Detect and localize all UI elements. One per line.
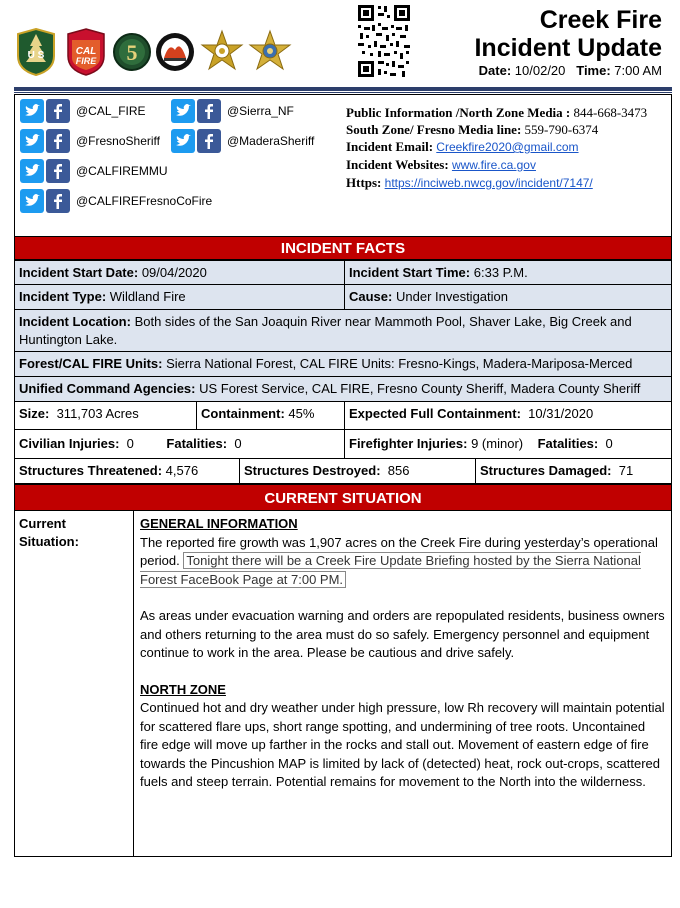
websites-label: Incident Websites:: [346, 157, 449, 172]
firefighter-fatalities-label: Fatalities:: [537, 436, 599, 451]
qr-code-icon: [356, 3, 412, 79]
situation-label-line-1: Current: [19, 516, 66, 531]
us-forest-service-logo: [16, 28, 56, 76]
size-value: 311,703 Acres: [56, 406, 139, 421]
inciweb-link[interactable]: https://inciweb.nwcg.gov/incident/7147/: [384, 176, 593, 190]
damaged-cell: [475, 458, 672, 484]
social-row-madera-sheriff[interactable]: [171, 128, 314, 154]
units-label: Forest/CAL FIRE Units:: [19, 356, 163, 371]
south-zone-media-line: [346, 121, 647, 138]
social-row-calfire-fresno[interactable]: [20, 188, 212, 214]
https-label: Https:: [346, 175, 382, 190]
south-zone-label: South Zone/ Fresno Media line:: [346, 122, 522, 137]
facebook-icon: [46, 129, 70, 153]
social-row-fresno-sheriff[interactable]: [20, 128, 160, 154]
twitter-icon: [171, 129, 195, 153]
civilian-cell: [14, 429, 345, 459]
incident-websites-line: [346, 156, 647, 174]
civilian-injuries-label: Civilian Injuries:: [19, 436, 120, 451]
svg-text:U S: U S: [27, 50, 45, 61]
start-date-label: Incident Start Date:: [19, 265, 139, 280]
general-info-paragraph: [140, 534, 666, 590]
social-row-cal-fire[interactable]: [20, 98, 146, 124]
containment-cell: [196, 401, 345, 430]
start-time-value: 6:33 P.M.: [473, 265, 528, 280]
date-value: 10/02/20: [514, 63, 566, 78]
contact-info: [346, 104, 647, 192]
email-label: Incident Email:: [346, 139, 434, 154]
handle-calfire-fresno: @CALFIREFresnoCoFire: [76, 194, 213, 208]
containment-label: Containment:: [201, 406, 285, 421]
svg-text:CAL: CAL: [75, 46, 97, 57]
title-line-1: Creek Fire: [539, 6, 662, 34]
facebook-icon: [197, 129, 221, 153]
cause-label: Cause:: [349, 289, 393, 304]
twitter-icon: [20, 189, 44, 213]
location-value: Both sides of the San Joaquin River near Mammoth Pool, Shaver Lake, Big Creek and Huntington Lake.: [19, 314, 632, 347]
situation-label-line-2: Situation:: [19, 534, 79, 549]
https-line: [346, 174, 647, 192]
threatened-value: 4,576: [165, 463, 199, 478]
handle-cal-fire: @CAL_FIRE: [76, 104, 146, 118]
damaged-value: 71: [618, 463, 634, 478]
civilian-fatalities-label: Fatalities:: [166, 436, 228, 451]
twitter-icon: [20, 159, 44, 183]
time-label: Time:: [576, 63, 611, 78]
destroyed-label: Structures Destroyed:: [244, 463, 381, 478]
time-value: 7:00 AM: [614, 63, 662, 78]
svg-text:FIRE: FIRE: [75, 56, 97, 66]
threatened-label: Structures Threatened:: [19, 463, 163, 478]
facebook-icon: [197, 99, 221, 123]
general-info-heading: GENERAL INFORMATION: [140, 516, 298, 531]
facebook-icon: [46, 159, 70, 183]
units-value: Sierra National Forest, CAL FIRE Units: Fresno-Kings, Madera-Mariposa-Merced: [166, 356, 633, 371]
agencies-value: US Forest Service, CAL FIRE, Fresno County Sheriff, Madera County Sheriff: [199, 381, 641, 396]
facebook-icon: [46, 189, 70, 213]
full-containment-value: 10/31/2020: [528, 406, 594, 421]
handle-fresno-sheriff: @FresnoSheriff: [76, 134, 160, 148]
start-date-cell: [14, 260, 345, 285]
handle-calfire-mmu: @CALFIREMMU: [76, 164, 168, 178]
website-link[interactable]: www.fire.ca.gov: [451, 158, 536, 172]
north-zone-paragraph: Continued hot and dry weather under high pressure, low Rh recovery will maintain potential for scattered flare ups, short range spotting, and undermining of tree roots. Uncontained fire edge will move up farther in the rocks and stall out. Movement of eastern edge of fire towards the Pincushion MAP is limited by lack of (detected) heat, rock out-crops, scattered fuels and steep terrain. Potential remains for movement to the North into the wilderness.: [140, 700, 665, 789]
handle-madera-sheriff: @MaderaSheriff: [227, 134, 315, 148]
header-rule: [14, 87, 672, 91]
destroyed-cell: [239, 458, 476, 484]
situation-label-cell: [14, 510, 134, 857]
incident-type-value: Wildland Fire: [109, 289, 186, 304]
twitter-icon: [20, 99, 44, 123]
civilian-fatalities-value: 0: [234, 436, 242, 451]
madera-sheriff-star-logo: [248, 28, 288, 76]
date-time-line: [479, 63, 662, 78]
title-line-2: Incident Update: [474, 34, 662, 62]
evacuation-paragraph: As areas under evacuation warning and orders are repopulated residents, business owners and others returning to the area must do so safely. Emergency personnel and equipment continue to work in the area. Please be cautious and drive safely.: [140, 608, 665, 660]
firefighter-injuries-value: 9 (minor): [471, 436, 524, 451]
threatened-cell: [14, 458, 240, 484]
containment-value: 45%: [288, 406, 315, 421]
units-cell: [14, 351, 672, 377]
twitter-icon: [20, 129, 44, 153]
firefighter-fatalities-value: 0: [605, 436, 613, 451]
facebook-icon: [46, 99, 70, 123]
south-zone-phone: 559-790-6374: [524, 122, 599, 137]
incident-facts-heading: INCIDENT FACTS: [14, 236, 672, 260]
situation-content-cell: [133, 510, 672, 857]
svg-text:5: 5: [126, 40, 138, 65]
incident-type-label: Incident Type:: [19, 289, 107, 304]
southern-region-logo: [154, 28, 194, 76]
agencies-label: Unified Command Agencies:: [19, 381, 196, 396]
social-row-sierra-nf[interactable]: [171, 98, 294, 124]
location-label: Incident Location:: [19, 314, 131, 329]
incident-email-line: [346, 138, 647, 156]
destroyed-value: 856: [387, 463, 410, 478]
start-time-cell: [344, 260, 672, 285]
size-cell: [14, 401, 197, 430]
briefing-announcement: Tonight there will be a Creek Fire Update Briefing hosted by the Sierra National Forest FaceBook Page at 7:00 PM.: [140, 553, 641, 587]
cause-value: Under Investigation: [395, 289, 508, 304]
agencies-cell: [14, 376, 672, 402]
fresno-sheriff-star-logo: [200, 28, 240, 76]
email-link[interactable]: Creekfire2020@gmail.com: [436, 140, 579, 154]
start-time-label: Incident Start Time:: [349, 265, 471, 280]
twitter-icon: [171, 99, 195, 123]
cause-cell: [344, 284, 672, 310]
damaged-label: Structures Damaged:: [480, 463, 612, 478]
north-zone-phone: 844-668-3473: [573, 105, 648, 120]
incident-location-cell: [14, 309, 672, 352]
firefighter-cell: [344, 429, 672, 459]
north-zone-label: Public Information /North Zone Media :: [346, 105, 571, 120]
full-containment-label: Expected Full Containment:: [349, 406, 521, 421]
social-row-calfire-mmu[interactable]: [20, 158, 168, 184]
size-label: Size:: [19, 406, 50, 421]
fire-growth-text: The reported fire growth was 1,907 acres on the Creek Fire during yesterday’s operational period.: [140, 534, 658, 568]
cal-fire-logo: [66, 28, 106, 76]
north-zone-heading: NORTH ZONE: [140, 681, 226, 697]
date-label: Date:: [478, 63, 512, 78]
incident-type-cell: [14, 284, 345, 310]
current-situation-heading: CURRENT SITUATION: [14, 484, 672, 511]
start-date-value: 09/04/2020: [141, 265, 207, 280]
north-zone-media-line: [346, 104, 647, 121]
region-5-logo: [112, 28, 152, 76]
civilian-injuries-value: 0: [126, 436, 134, 451]
firefighter-injuries-label: Firefighter Injuries:: [349, 436, 468, 451]
header-rule-thin: [14, 92, 672, 93]
full-containment-cell: [344, 401, 672, 430]
handle-sierra-nf: @Sierra_NF: [227, 104, 294, 118]
social-block-bottom-gap: [14, 232, 672, 236]
